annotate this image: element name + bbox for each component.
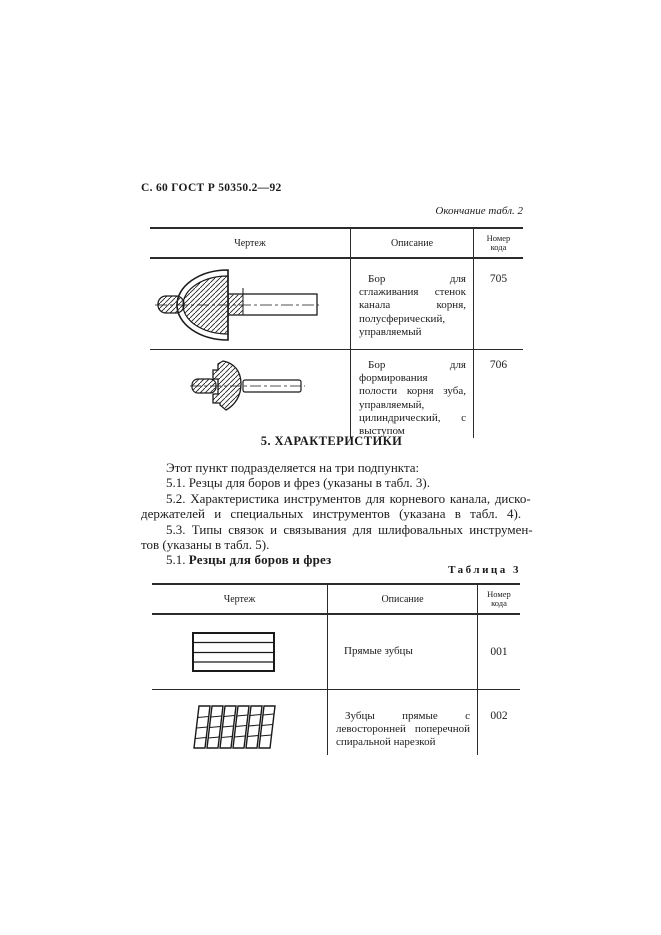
paragraph-line: держателей и специальных инструментов (указана в табл. 4). [141,506,522,522]
paragraph-line: Этот пункт подразделяется на три подпункта: [166,460,420,475]
table2-header-row [150,229,523,259]
drawing-cell [150,259,350,349]
paragraph-line: тов (указаны в табл. 5). [141,537,270,553]
table3-caption: Таблица 3 [448,564,521,576]
row-description: Прямые зубцы [327,615,477,689]
paragraph-line: 5.3. Типы связок и связывания для шлифовальных инструмен- [166,521,533,537]
drawing-cell [150,350,350,438]
drawing-cell [152,690,327,755]
section-paragraphs [141,460,533,568]
row-description: Зубцы прямые с левосторонней поперечной спиральной нарезкой [327,690,477,755]
subheading-title: Резцы для боров и фрез [188,552,332,568]
table3-header-row [152,585,520,615]
table3 [152,583,520,755]
row-description: Бор для формирования полости корня зуба, управляемый, цилиндрический, с выступом [350,350,473,438]
row-description: Бор для сглаживания стенок канала корня, полусферический, управляемый [350,259,473,349]
table-row [152,615,520,689]
row-code: 706 [473,350,523,438]
row-code: 002 [477,690,520,755]
table2 [150,227,523,438]
table3-header-description: Описание [327,585,477,613]
table2-header-description: Описание [350,229,473,257]
straight-teeth-drawing [192,632,275,672]
table3-header-drawing: Чертеж [223,593,256,605]
section-heading: 5. ХАРАКТЕРИСТИКИ [260,434,403,448]
row-code: 705 [473,259,523,349]
table-row [150,259,523,349]
table2-caption: Окончание табл. 2 [435,205,523,217]
table2-header-drawing: Чертеж [234,237,266,249]
table3-header-code: Номер кода [487,588,511,608]
table2-header-code: Номер кода [486,232,511,252]
table-row [152,689,520,755]
paragraph-line: 5.1. Резцы для боров и фрез (указаны в табл. 3). [166,475,431,491]
spiral-cross-cut-teeth-drawing [193,705,281,750]
paragraph-line: 5.2. Характеристика инструментов для корневого канала, диско- [166,490,531,506]
table-row [150,349,523,438]
row-code: 001 [477,615,520,689]
subheading-number: 5.1. [166,552,186,568]
cylindrical-bur-with-lug-drawing [190,358,308,414]
drawing-cell [152,615,327,689]
hemispherical-bur-drawing [155,263,320,346]
page-header: С. 60 ГОСТ Р 50350.2—92 [141,182,282,194]
